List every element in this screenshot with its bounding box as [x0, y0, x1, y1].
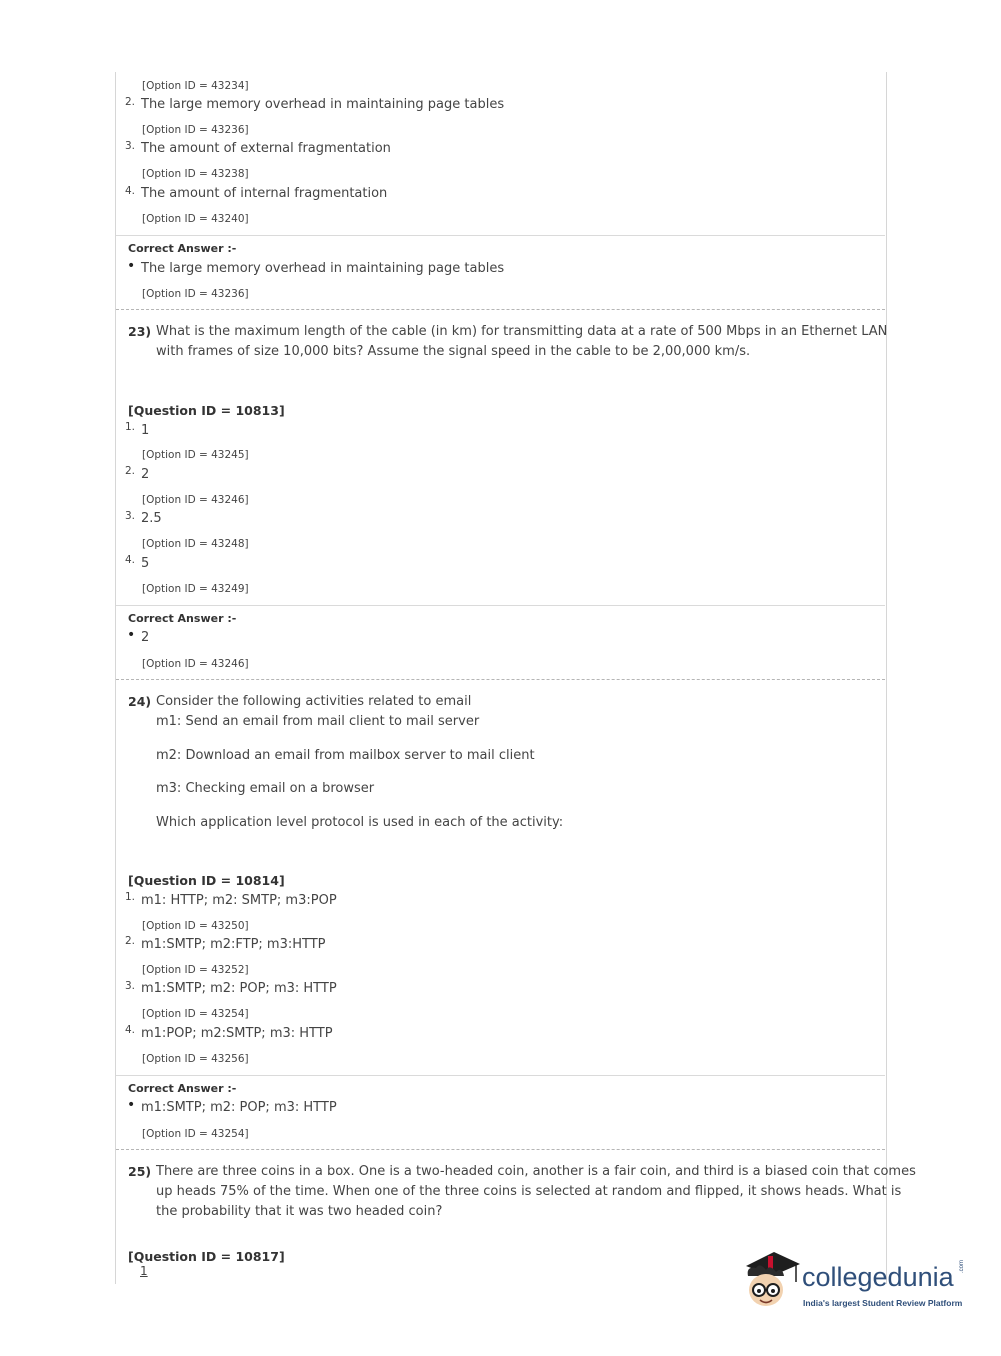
correct-answer-text: m1:SMTP; m2: POP; m3: HTTP: [141, 1100, 337, 1115]
option-text: m1: HTTP; m2: SMTP; m3:POP: [141, 893, 337, 908]
question-text-line: the probability that it was two headed coin?: [156, 1204, 443, 1219]
mascot-icon: [740, 1248, 804, 1318]
question-text-line: What is the maximum length of the cable (in km) for transmitting data at a rate of 500 Mbps in an Ethernet LAN: [156, 324, 888, 339]
question-text-line: There are three coins in a box. One is a two-headed coin, another is a fair coin, and third is a biased coin that comes: [156, 1164, 916, 1179]
option-number: 2.: [125, 465, 136, 477]
option-number: 3.: [125, 510, 136, 522]
option-id: [Option ID = 43246]: [142, 494, 249, 506]
option-id: [Option ID = 43249]: [142, 583, 249, 595]
option-number: 1.: [125, 891, 136, 903]
question-text-line: Consider the following activities related to email: [156, 694, 472, 709]
option-number: 3.: [125, 980, 136, 992]
question-id: [Question ID = 10817]: [128, 1249, 285, 1264]
option-id: [Option ID = 43252]: [142, 964, 249, 976]
question-separator: [116, 1149, 885, 1150]
question-number: 25): [128, 1164, 152, 1179]
logo-domain: .com: [959, 1259, 965, 1273]
collegedunia-logo: [740, 1248, 970, 1320]
correct-answer-label: Correct Answer :-: [128, 612, 237, 625]
option-id: [Option ID = 43240]: [142, 213, 249, 225]
logo-wordmark: collegedunia: [802, 1262, 954, 1292]
question-separator: [116, 679, 885, 680]
option-number: 3.: [125, 140, 136, 152]
divider: [116, 605, 885, 606]
option-number: 4.: [125, 185, 136, 197]
question-text-line: m2: Download an email from mailbox server to mail client: [156, 748, 535, 763]
option-text: 5: [141, 556, 150, 571]
correct-answer-text: The large memory overhead in maintaining page tables: [141, 261, 505, 276]
bullet-icon: •: [127, 1097, 136, 1113]
option-text: 1: [141, 423, 150, 438]
option-id: [Option ID = 43250]: [142, 920, 249, 932]
option-id: [Option ID = 43254]: [142, 1128, 249, 1140]
option-id: [Option ID = 43234]: [142, 80, 249, 92]
question-id: [Question ID = 10813]: [128, 403, 285, 418]
option-id: [Option ID = 43256]: [142, 1053, 249, 1065]
option-id: [Option ID = 43248]: [142, 538, 249, 550]
divider: [116, 235, 885, 236]
option-text: 1: [140, 1264, 148, 1278]
option-number: 4.: [125, 1024, 136, 1036]
option-number: 4.: [125, 554, 136, 566]
bullet-icon: •: [127, 258, 136, 274]
question-number: 24): [128, 694, 152, 709]
correct-answer-label: Correct Answer :-: [128, 1082, 237, 1095]
option-number: 2.: [125, 935, 136, 947]
option-id: [Option ID = 43236]: [142, 288, 249, 300]
correct-answer-text: 2: [141, 630, 150, 645]
option-text: The large memory overhead in maintaining page tables: [141, 97, 505, 112]
option-number: 2.: [125, 96, 136, 108]
question-text-line: with frames of size 10,000 bits? Assume the signal speed in the cable to be 2,00,000 km/s.: [156, 344, 751, 359]
question-text-line: m1: Send an email from mail client to mail server: [156, 714, 480, 729]
option-id: [Option ID = 43236]: [142, 124, 249, 136]
logo-tagline: India's largest Student Review Platform: [803, 1298, 963, 1308]
option-text: 2.5: [141, 511, 162, 526]
question-text-line: up heads 75% of the time. When one of the three coins is selected at random and flipped, it shows heads. What is: [156, 1184, 902, 1199]
option-id: [Option ID = 43254]: [142, 1008, 249, 1020]
option-text: m1:SMTP; m2: POP; m3: HTTP: [141, 981, 337, 996]
option-number: 1.: [125, 421, 136, 433]
option-id: [Option ID = 43238]: [142, 168, 249, 180]
question-text-line: m3: Checking email on a browser: [156, 781, 375, 796]
divider: [116, 1075, 885, 1076]
option-id: [Option ID = 43245]: [142, 449, 249, 461]
question-number: 23): [128, 324, 152, 339]
question-text-line: Which application level protocol is used in each of the activity:: [156, 815, 564, 830]
question-id: [Question ID = 10814]: [128, 873, 285, 888]
question-separator: [116, 309, 885, 310]
option-text: The amount of external fragmentation: [141, 141, 391, 156]
option-text: m1:SMTP; m2:FTP; m3:HTTP: [141, 937, 326, 952]
correct-answer-label: Correct Answer :-: [128, 242, 237, 255]
option-text: m1:POP; m2:SMTP; m3: HTTP: [141, 1026, 333, 1041]
bullet-icon: •: [127, 627, 136, 643]
option-text: 2: [141, 467, 150, 482]
option-id: [Option ID = 43246]: [142, 658, 249, 670]
option-text: The amount of internal fragmentation: [141, 186, 388, 201]
